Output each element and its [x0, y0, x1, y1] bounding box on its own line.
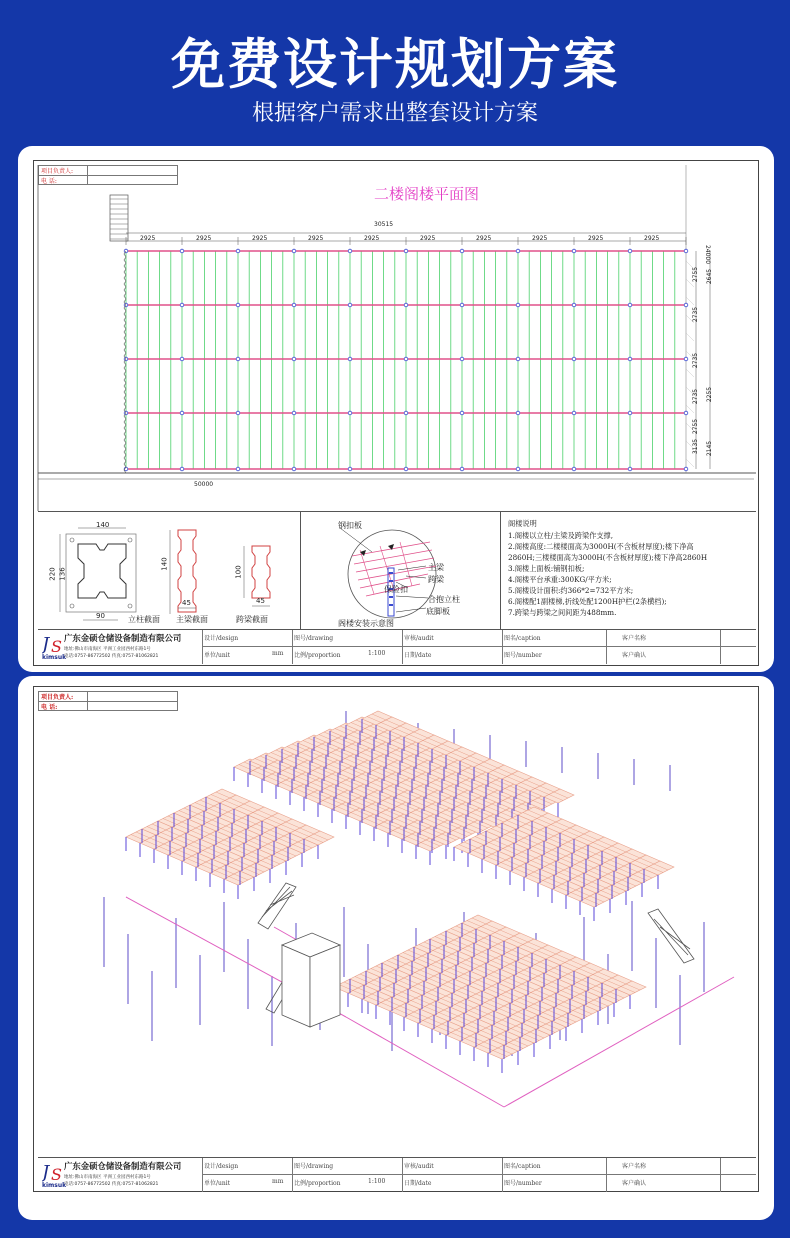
phone-label: 电 话: — [41, 178, 57, 185]
svg-text:J: J — [42, 1162, 50, 1183]
bay-dim: 2925 — [476, 235, 492, 242]
notes-title: 阁楼说明 — [508, 519, 537, 528]
right-dim: 2755 — [692, 266, 700, 283]
note-line: 6.阁楼配1副楼梯,折线处配1200H护栏(2条横档); — [508, 597, 667, 606]
iso-company-address: 地址:佛山市南海区 平洲工业园西村东路1号 — [64, 1175, 151, 1180]
svg-text:J: J — [42, 634, 50, 655]
customer-confirm-label: 客户确认 — [622, 1180, 647, 1187]
note-line: 4.阁楼平台承重:300KG/平方米; — [508, 575, 612, 584]
hero-title: 免费设计规划方案 — [171, 33, 619, 96]
main-beam-label: 主梁 — [428, 563, 444, 572]
design-label: 设计/design — [204, 635, 239, 642]
floor-plan — [34, 161, 760, 511]
proportion-label: 比例/proportion — [294, 652, 341, 659]
design-label: 设计/design — [204, 1163, 239, 1170]
bay-dim: 2925 — [308, 235, 324, 242]
number-label: 图号/number — [504, 652, 542, 659]
column-section-label: 立柱截面 — [128, 615, 160, 624]
bay-dim: 2925 — [588, 235, 604, 242]
unit-value: mm — [272, 1178, 284, 1185]
title-block-grid — [202, 1158, 756, 1192]
audit-label: 审核/audit — [404, 635, 434, 642]
detail-row — [38, 511, 756, 629]
bay-dim: 2925 — [532, 235, 548, 242]
project-manager-label: 项目负责人: — [41, 168, 74, 175]
note-line: 7.跨梁与跨梁之间间距为488mm. — [508, 608, 617, 617]
install-diagram — [300, 512, 500, 630]
total-width-dim: 30515 — [374, 221, 394, 228]
foot-plate-label: 底脚板 — [426, 607, 450, 616]
beam-section-label: 主梁截面 — [176, 615, 208, 624]
plan-title: 二楼阁楼平面图 — [374, 185, 480, 203]
svg-text:S: S — [51, 637, 62, 656]
note-line: 2.阁楼高度:二楼楼面高为3000H(不含板材厚度);楼下净高 — [508, 542, 694, 551]
note-line: 5.阁楼设计面积:约366*2=732平方米; — [508, 586, 634, 595]
drawing-label: 图号/drawing — [294, 635, 334, 642]
iso-company-name: 广东金硕仓储设备制造有限公司 — [64, 1161, 182, 1171]
iso-phone-label: 电 话: — [41, 704, 58, 711]
column-section — [60, 528, 136, 620]
bay-dim: 2925 — [364, 235, 380, 242]
bay-dim: 2925 — [252, 235, 268, 242]
hero-subtitle: 根据客户需求出整套设计方案 — [251, 101, 538, 126]
company-address: 地址:佛山市南海区 平洲工业园西村东路1号 — [64, 647, 151, 652]
cross-sections — [38, 512, 300, 630]
iso-card — [18, 676, 774, 1220]
right-dim: 2755 — [692, 418, 700, 435]
number-label: 图号/number — [504, 1180, 542, 1187]
right-dim: 3135 — [692, 438, 700, 455]
unit-label: 单位/unit — [204, 652, 231, 659]
company-phone: 电话:0757-86772502 传真:0757-81062821 — [64, 654, 159, 659]
steel-plate-label: 钢扣板 — [338, 521, 362, 530]
beam-height-dim: 140 — [160, 557, 169, 571]
date-label: 日期/date — [404, 652, 432, 659]
iso-title-block — [38, 1157, 756, 1191]
bottom-width-dim: 50000 — [194, 481, 214, 488]
col-inner-dim: 136 — [58, 567, 67, 581]
proportion-label: 比例/proportion — [294, 1180, 341, 1187]
iso-project-manager-label: 项目负责人: — [41, 694, 74, 701]
title-block — [38, 629, 756, 663]
bay-dim: 2925 — [140, 235, 156, 242]
note-line: 2860H;三楼楼面高为3000H(不含板材厚度);楼下净高2860H — [508, 553, 708, 562]
iso-sheet — [33, 686, 759, 1192]
date-label: 日期/date — [404, 1180, 432, 1187]
install-diagram-title: 阁楼安装示意图 — [338, 619, 394, 628]
bay-dim: 2925 — [420, 235, 436, 242]
right-dim: 2735 — [692, 352, 700, 369]
staircase-right-icon — [648, 909, 694, 963]
unit-label: 单位/unit — [204, 1180, 231, 1187]
span-height-dim: 100 — [234, 565, 243, 579]
lift-box — [282, 933, 340, 1027]
proportion-value: 1:100 — [368, 650, 386, 657]
drawing-label: 图号/drawing — [294, 1163, 334, 1170]
note-line: 3.阁楼上面板:铺钢扣板; — [508, 564, 585, 573]
brand-name: kimsuk — [42, 654, 67, 661]
company-name: 广东金硕仓储设备制造有限公司 — [64, 633, 182, 643]
span-width-dim: 45 — [256, 597, 265, 605]
bay-dim: 2925 — [644, 235, 660, 242]
clasp-column-label: 合抱立柱 — [428, 595, 460, 604]
beam-width-dim: 45 — [182, 599, 191, 607]
audit-label: 审核/audit — [404, 1163, 434, 1170]
iso-company-logo-icon — [42, 1160, 64, 1184]
right-dim-outer: 2255 — [706, 386, 714, 403]
col-base-dim: 90 — [96, 612, 105, 620]
bay-dim: 2925 — [196, 235, 212, 242]
isometric-mezzanine — [34, 687, 760, 1155]
stair-icon — [110, 195, 128, 241]
company-logo-icon — [42, 632, 64, 656]
col-width-dim: 140 — [96, 521, 110, 529]
safety-clip-label: 保险扣 — [384, 585, 408, 594]
iso-brand-name: kimsuk — [42, 1182, 67, 1189]
right-dim: 2735 — [692, 388, 700, 405]
iso-company-phone: 电话:0757-86772502 传真:0757-81062821 — [64, 1182, 159, 1187]
right-dim: 2735 — [692, 306, 700, 323]
customer-confirm-label: 客户确认 — [622, 652, 647, 659]
right-dim-outer: 2145 — [706, 440, 714, 457]
right-total-dim: 24000 — [704, 244, 712, 265]
unit-value: mm — [272, 650, 284, 657]
span-beam-label: 跨梁 — [428, 575, 444, 584]
customer-name-label: 客户名称 — [622, 635, 647, 642]
caption-label: 图名/caption — [504, 1163, 541, 1170]
proportion-value: 1:100 — [368, 1178, 386, 1185]
plan-sheet — [33, 160, 759, 666]
title-block-grid — [202, 630, 756, 664]
col-height-dim: 220 — [48, 567, 57, 581]
svg-text:S: S — [51, 1165, 62, 1184]
customer-name-label: 客户名称 — [622, 1163, 647, 1170]
caption-label: 图名/caption — [504, 635, 541, 642]
right-dim-outer: 2645 — [706, 268, 714, 285]
plan-card — [18, 146, 774, 672]
note-line: 1.阁楼以立柱/主梁及跨梁作支撑, — [508, 531, 614, 540]
span-section-label: 跨梁截面 — [236, 615, 268, 624]
